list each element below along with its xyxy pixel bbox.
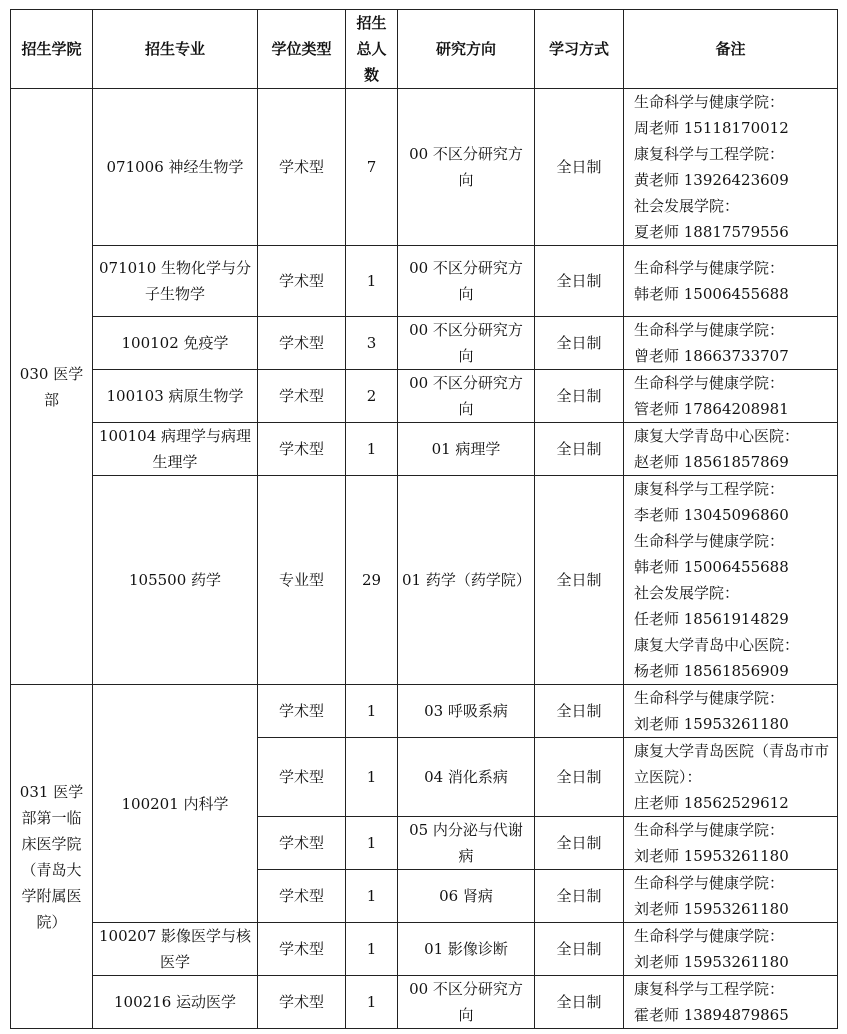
- mode-cell: 全日制: [535, 423, 624, 476]
- direction-cell: 01 药学（药学院）: [398, 476, 535, 685]
- header-major: 招生专业: [93, 10, 258, 89]
- table-row: [11, 476, 838, 685]
- direction-cell: 01 影像诊断: [398, 923, 535, 976]
- note-line: 黄老师 13926423609: [634, 171, 789, 189]
- major-cell: 100102 免疫学: [93, 317, 258, 370]
- note-line: 生命科学与健康学院：: [634, 874, 785, 892]
- table-row: [11, 685, 838, 738]
- header-notes: 备注: [624, 10, 838, 89]
- major-cell: 100201 内科学: [93, 685, 258, 923]
- note-line: 任老师 18561914829: [634, 610, 789, 628]
- note-line: 生命科学与健康学院：: [634, 532, 785, 550]
- header-direction: 研究方向: [398, 10, 535, 89]
- total-cell: 7: [346, 89, 398, 246]
- direction-cell: 00 不区分研究方向: [398, 317, 535, 370]
- note-line: 赵老师 18561857869: [634, 453, 789, 471]
- mode-cell: 全日制: [535, 317, 624, 370]
- note-line: 刘老师 15953261180: [634, 715, 789, 733]
- degree-cell: 学术型: [258, 370, 346, 423]
- major-cell: 071010 生物化学与分子生物学: [93, 246, 258, 317]
- college-cell: 030 医学部: [11, 89, 93, 685]
- note-line: 生命科学与健康学院：: [634, 374, 785, 392]
- header-degree: 学位类型: [258, 10, 346, 89]
- note-line: 刘老师 15953261180: [634, 900, 789, 918]
- major-cell: 100207 影像医学与核医学: [93, 923, 258, 976]
- major-cell: 105500 药学: [93, 476, 258, 685]
- college-cell: 031 医学部第一临床医学院（青岛大学附属医院）: [11, 685, 93, 1029]
- notes-cell: [624, 423, 838, 476]
- admissions-table: [10, 9, 838, 1029]
- total-cell: 1: [346, 817, 398, 870]
- degree-cell: 学术型: [258, 423, 346, 476]
- notes-cell: [624, 89, 838, 246]
- total-cell: 1: [346, 923, 398, 976]
- table-row: [11, 317, 838, 370]
- major-cell: 071006 神经生物学: [93, 89, 258, 246]
- degree-cell: 学术型: [258, 246, 346, 317]
- note-line: 康复大学青岛医院（青岛市市立医院）：: [634, 742, 830, 786]
- note-line: 韩老师 15006455688: [634, 285, 789, 303]
- notes-cell: [624, 817, 838, 870]
- note-line: 生命科学与健康学院：: [634, 927, 785, 945]
- total-cell: 1: [346, 738, 398, 817]
- direction-cell: 00 不区分研究方向: [398, 246, 535, 317]
- note-line: 庄老师 18562529612: [634, 794, 789, 812]
- direction-cell: 00 不区分研究方向: [398, 976, 535, 1029]
- notes-cell: [624, 738, 838, 817]
- degree-cell: 学术型: [258, 923, 346, 976]
- table-row: [11, 423, 838, 476]
- header-total: 招生总人数: [346, 10, 398, 89]
- degree-cell: 学术型: [258, 317, 346, 370]
- note-line: 曾老师 18663733707: [634, 347, 789, 365]
- header-mode: 学习方式: [535, 10, 624, 89]
- note-line: 霍老师 13894879865: [634, 1006, 789, 1024]
- degree-cell: 学术型: [258, 89, 346, 246]
- table-row: [11, 246, 838, 317]
- note-line: 康复大学青岛中心医院：: [634, 636, 800, 654]
- note-line: 管老师 17864208981: [634, 400, 789, 418]
- notes-cell: [624, 476, 838, 685]
- major-cell: 100104 病理学与病理生理学: [93, 423, 258, 476]
- note-line: 李老师 13045096860: [634, 506, 789, 524]
- mode-cell: 全日制: [535, 923, 624, 976]
- mode-cell: 全日制: [535, 476, 624, 685]
- note-line: 生命科学与健康学院：: [634, 93, 785, 111]
- note-line: 社会发展学院：: [634, 584, 740, 602]
- degree-cell: 专业型: [258, 476, 346, 685]
- direction-cell: 03 呼吸系病: [398, 685, 535, 738]
- mode-cell: 全日制: [535, 870, 624, 923]
- note-line: 康复大学青岛中心医院：: [634, 427, 800, 445]
- total-cell: 1: [346, 685, 398, 738]
- mode-cell: 全日制: [535, 817, 624, 870]
- notes-cell: [624, 976, 838, 1029]
- degree-cell: 学术型: [258, 976, 346, 1029]
- header-college: 招生学院: [11, 10, 93, 89]
- table-row: [11, 370, 838, 423]
- notes-cell: [624, 370, 838, 423]
- note-line: 夏老师 18817579556: [634, 223, 789, 241]
- mode-cell: 全日制: [535, 685, 624, 738]
- total-cell: 1: [346, 246, 398, 317]
- notes-cell: [624, 246, 838, 317]
- note-line: 生命科学与健康学院：: [634, 821, 785, 839]
- major-cell: 100216 运动医学: [93, 976, 258, 1029]
- total-cell: 1: [346, 870, 398, 923]
- table-row: [11, 923, 838, 976]
- total-cell: 1: [346, 976, 398, 1029]
- total-cell: 1: [346, 423, 398, 476]
- note-line: 刘老师 15953261180: [634, 953, 789, 971]
- note-line: 杨老师 18561856909: [634, 662, 789, 680]
- notes-cell: [624, 685, 838, 738]
- table-row: [11, 89, 838, 246]
- notes-cell: [624, 870, 838, 923]
- direction-cell: 01 病理学: [398, 423, 535, 476]
- major-cell: 100103 病原生物学: [93, 370, 258, 423]
- notes-cell: [624, 317, 838, 370]
- mode-cell: 全日制: [535, 976, 624, 1029]
- note-line: 韩老师 15006455688: [634, 558, 789, 576]
- direction-cell: 05 内分泌与代谢病: [398, 817, 535, 870]
- degree-cell: 学术型: [258, 870, 346, 923]
- note-line: 社会发展学院：: [634, 197, 740, 215]
- mode-cell: 全日制: [535, 738, 624, 817]
- direction-cell: 06 肾病: [398, 870, 535, 923]
- degree-cell: 学术型: [258, 738, 346, 817]
- note-line: 康复科学与工程学院：: [634, 480, 785, 498]
- mode-cell: 全日制: [535, 370, 624, 423]
- degree-cell: 学术型: [258, 817, 346, 870]
- total-cell: 2: [346, 370, 398, 423]
- note-line: 生命科学与健康学院：: [634, 259, 785, 277]
- note-line: 康复科学与工程学院：: [634, 980, 785, 998]
- total-cell: 3: [346, 317, 398, 370]
- header-row: [11, 10, 838, 89]
- total-cell: 29: [346, 476, 398, 685]
- note-line: 刘老师 15953261180: [634, 847, 789, 865]
- mode-cell: 全日制: [535, 246, 624, 317]
- degree-cell: 学术型: [258, 685, 346, 738]
- note-line: 周老师 15118170012: [634, 119, 789, 137]
- direction-cell: 00 不区分研究方向: [398, 370, 535, 423]
- notes-cell: [624, 923, 838, 976]
- mode-cell: 全日制: [535, 89, 624, 246]
- table-row: [11, 976, 838, 1029]
- note-line: 生命科学与健康学院：: [634, 689, 785, 707]
- note-line: 生命科学与健康学院：: [634, 321, 785, 339]
- direction-cell: 00 不区分研究方向: [398, 89, 535, 246]
- note-line: 康复科学与工程学院：: [634, 145, 785, 163]
- direction-cell: 04 消化系病: [398, 738, 535, 817]
